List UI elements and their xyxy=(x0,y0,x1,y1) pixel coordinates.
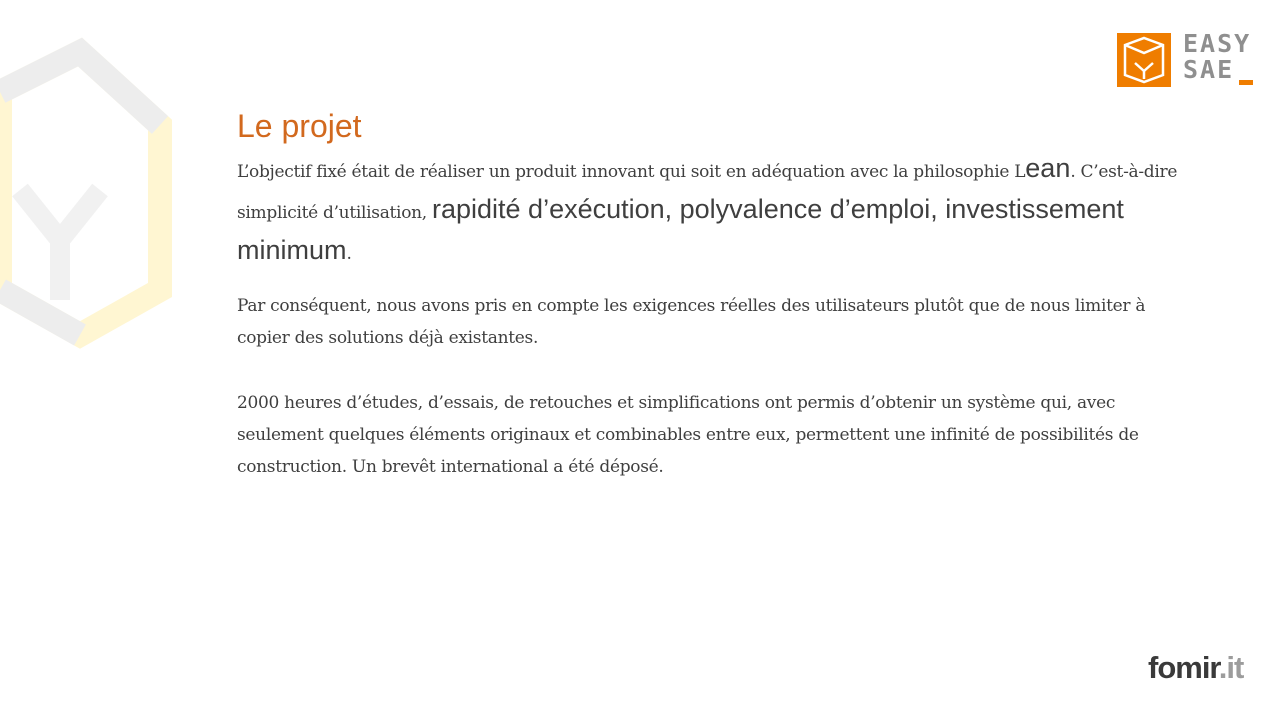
paragraph-objective xyxy=(237,150,1227,273)
easy-sae-wordmark xyxy=(1183,31,1257,83)
fomir-website-logo xyxy=(1148,650,1243,686)
fomir-logo-tld: .it xyxy=(1218,650,1244,685)
logo-line-easy: EASY xyxy=(1183,29,1252,58)
easy-sae-logo xyxy=(1117,29,1257,89)
fomir-logo-main: fomir xyxy=(1148,650,1219,685)
easy-sae-cube-icon xyxy=(1117,33,1171,87)
slide-title: Le projet xyxy=(237,108,362,144)
paragraph-development-hours: 2000 heures d’études, d’essais, de retouches et simplifications ont permis d’obtenir un système qui, avec seulement quelques éléments originaux et combinables entre eux, permettent une infinité de possibilités de construction. Un brevêt international a été déposé. xyxy=(237,393,1139,477)
logo-underscore xyxy=(1239,80,1253,85)
objective-text-start: L’objectif fixé était de réaliser un produit innovant qui soit en adéquation avec la philosophie L xyxy=(237,162,1026,182)
lean-word: ean xyxy=(1025,153,1071,183)
logo-line-sae: SAE xyxy=(1183,55,1235,84)
paragraph-user-requirements: Par conséquent, nous avons pris en compte les exigences réelles des utilisateurs plutôt que de nous limiter à copier des solutions déjà existantes. xyxy=(237,296,1146,348)
objective-text-mid: . C’est-à-dire simplicité d’utilisation, xyxy=(237,162,1178,223)
objective-keywords: rapidité d’exécution, polyvalence d’emploi, investissement minimum xyxy=(237,194,1124,265)
objective-text-end: . xyxy=(346,244,352,264)
background-hexagon-watermark xyxy=(0,0,200,400)
